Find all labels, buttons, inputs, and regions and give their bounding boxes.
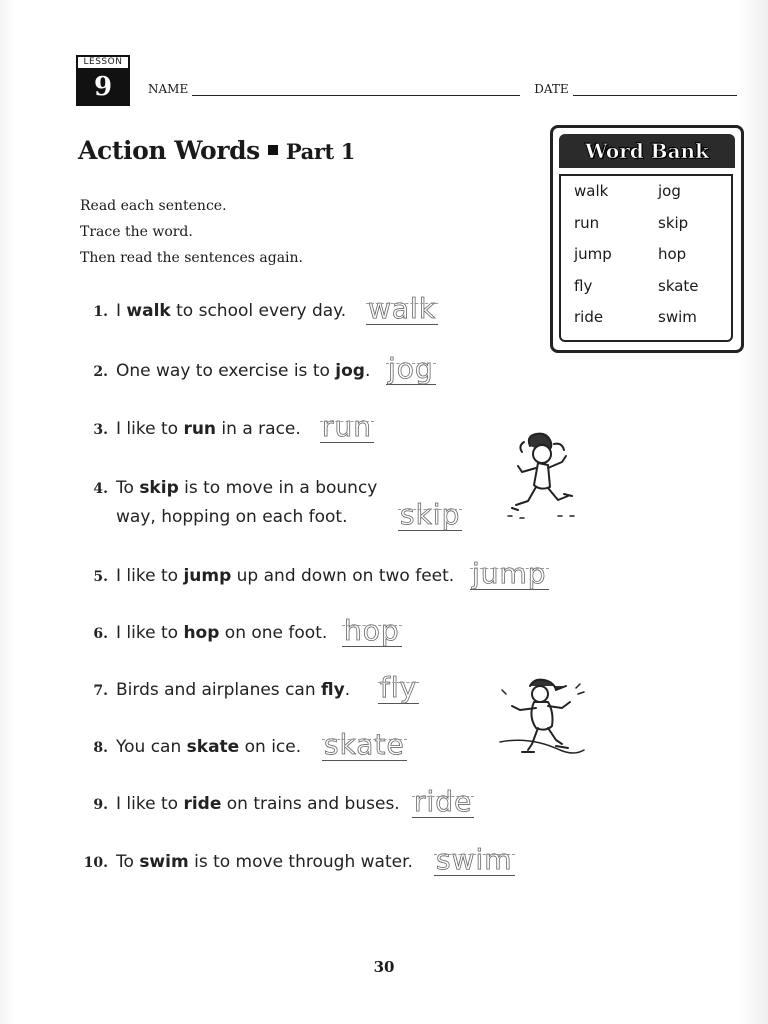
sentence-text: You can xyxy=(116,737,187,757)
sentence-number: 4. xyxy=(93,481,108,497)
lesson-number: 9 xyxy=(76,68,130,106)
title-part: Part 1 xyxy=(285,139,355,164)
word-bank-title: Word Bank xyxy=(559,134,735,168)
sentence-text: I like to xyxy=(116,623,184,643)
trace-word-skate[interactable]: skate xyxy=(324,728,405,761)
instruction-line: Read each sentence. xyxy=(80,198,227,214)
sentence-text: I like to xyxy=(116,419,184,439)
action-word: swim xyxy=(139,852,189,872)
sentence-2 xyxy=(78,361,370,381)
sentence-text: I xyxy=(116,301,127,321)
word-bank-word: walk xyxy=(574,182,609,200)
page-number: 30 xyxy=(373,958,395,976)
page-title xyxy=(78,136,355,165)
sentence-number: 3. xyxy=(93,422,108,438)
sentence-6 xyxy=(78,623,327,643)
trace-word-fly[interactable]: fly xyxy=(380,671,418,704)
sentence-text: I like to xyxy=(116,566,184,586)
sentence-5 xyxy=(78,566,454,586)
lesson-label: LESSON xyxy=(76,55,130,68)
sentence-text: . xyxy=(344,680,351,700)
sentence-text: up and down on two feet. xyxy=(231,566,455,586)
action-word: ride xyxy=(183,794,222,814)
sentence-text: in a race. xyxy=(216,419,301,439)
sentence-number: 8. xyxy=(93,740,108,756)
trace-word-walk[interactable]: walk xyxy=(368,292,437,325)
word-bank-word: ride xyxy=(574,308,604,326)
sentence-number: 7. xyxy=(93,683,108,699)
title-main: Action Words xyxy=(78,136,260,165)
lesson-badge xyxy=(76,55,130,106)
skating-girl-illustration xyxy=(490,678,590,760)
word-bank-word: skip xyxy=(658,213,689,232)
sentence-text: To xyxy=(116,478,140,498)
sentence-number: 6. xyxy=(93,626,108,642)
sentence-number: 10. xyxy=(83,855,108,871)
sentence-4-line-2 xyxy=(116,507,347,527)
sentence-text: way, hopping on each foot. xyxy=(116,507,348,527)
instruction-line: Then read the sentences again. xyxy=(80,250,303,266)
sentence-text: I like to xyxy=(116,794,184,814)
trace-word-run[interactable]: run xyxy=(322,410,373,443)
sentence-number: 9. xyxy=(93,797,108,813)
skipping-girl-illustration xyxy=(500,432,580,528)
action-word: run xyxy=(183,419,217,439)
word-bank-word: hop xyxy=(658,245,687,263)
instructions xyxy=(80,193,303,271)
trace-word-jog[interactable]: jog xyxy=(388,352,434,385)
sentence-text: To xyxy=(116,852,140,872)
instruction-line: Trace the word. xyxy=(80,224,193,240)
sentence-number: 1. xyxy=(93,304,108,320)
sentence-7 xyxy=(78,680,350,700)
name-date-row xyxy=(148,76,743,96)
name-line[interactable] xyxy=(192,81,520,96)
action-word: skate xyxy=(186,737,240,757)
action-word: jump xyxy=(183,566,232,586)
trace-word-hop[interactable]: hop xyxy=(344,614,400,647)
date-label: DATE xyxy=(534,82,569,96)
word-bank-word: jog xyxy=(658,182,681,200)
sentence-text: on one foot. xyxy=(219,623,328,643)
square-bullet-icon xyxy=(268,145,278,155)
sentence-3 xyxy=(78,419,301,439)
name-label: NAME xyxy=(148,82,189,96)
action-word: hop xyxy=(183,623,220,643)
sentence-text: on ice. xyxy=(239,737,302,757)
action-word: walk xyxy=(126,301,171,321)
word-bank-word: swim xyxy=(658,308,697,326)
word-bank-list xyxy=(559,174,733,342)
word-bank-word: run xyxy=(574,213,600,232)
sentence-text: . xyxy=(364,361,371,381)
sentence-10 xyxy=(78,852,413,872)
action-word: fly xyxy=(321,680,345,700)
action-word: skip xyxy=(139,478,179,498)
sentence-text: to school every day. xyxy=(170,301,347,321)
sentence-1 xyxy=(78,301,346,321)
trace-word-jump[interactable]: jump xyxy=(472,557,547,590)
sentence-number: 2. xyxy=(93,364,108,380)
word-bank-word: skate xyxy=(658,276,699,295)
sentence-text: is to move through water. xyxy=(188,852,413,872)
action-word: jog xyxy=(335,361,365,381)
word-bank-word: jump xyxy=(574,245,612,263)
trace-word-ride[interactable]: ride xyxy=(414,785,473,818)
word-bank xyxy=(550,125,744,353)
word-bank-word: fly xyxy=(574,276,593,295)
sentence-8 xyxy=(78,737,301,757)
sentence-text: Birds and airplanes can xyxy=(116,680,322,700)
trace-word-swim[interactable]: swim xyxy=(436,843,513,876)
sentence-number: 5. xyxy=(93,569,108,585)
sentence-text: One way to exercise is to xyxy=(116,361,336,381)
date-line[interactable] xyxy=(573,81,737,96)
sentence-4 xyxy=(78,478,377,498)
sentence-9 xyxy=(78,794,400,814)
sentence-text: on trains and buses. xyxy=(221,794,400,814)
trace-word-skip[interactable]: skip xyxy=(400,498,461,531)
sentence-text: is to move in a bouncy xyxy=(178,478,378,498)
